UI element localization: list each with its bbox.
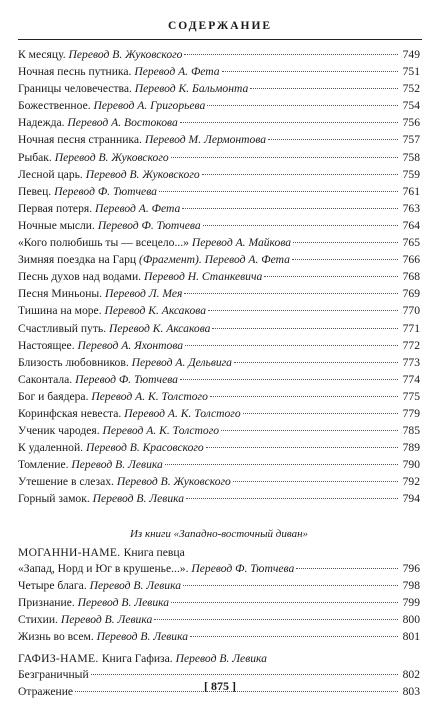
toc-entry [18,202,420,219]
toc-entry-translator: Перевод А. Фета [95,201,181,215]
toc-entry-translator: Перевод А. К. Толстого [91,389,208,403]
toc-entry-text [18,373,178,386]
toc-entry-translator: Перевод В. Жуковского [54,150,169,164]
toc-entry-title: Надежда. [18,116,68,130]
toc-entry-text [18,219,201,232]
toc-entry-page: 792 [402,475,420,489]
toc-entry-translator: Перевод Ф. Тютчева [54,184,157,198]
toc-entry-page: 779 [402,406,420,420]
toc-entry [18,424,420,441]
dot-leader [171,157,398,158]
toc-entry [18,133,420,150]
page-number: [ 875 ] [204,679,236,693]
toc-entry-translator: Перевод К. Бальмонта [134,82,249,96]
toc-entry-title: Песня Миньоны. [18,287,105,301]
toc-entry [18,253,420,270]
toc-entry-text [18,613,152,626]
toc-entry-page: 799 [402,595,420,609]
toc-entry-title: Коринфская невеста. [18,406,125,420]
toc-entry [18,596,420,613]
toc-entry-title: Настоящее. [18,338,78,352]
toc-entry-title: Границы человечества. [18,82,135,96]
dot-leader [202,174,398,175]
toc-entry-text [18,579,181,592]
toc-entry [18,322,420,339]
toc-entry-translator: Перевод В. Жуковского [85,167,200,181]
toc-entry-text [18,596,169,609]
toc-entry-translator: Перевод А. Майкова [191,236,292,250]
toc-entry-page: 749 [402,48,420,61]
section-name: МОГАННИ-НАМЕ. [18,545,124,559]
toc-entry [18,236,420,253]
toc-entry-translator: Перевод Л. Мея [104,287,183,301]
toc-entry-title: Певец. [18,184,55,198]
toc-entry-page: 770 [402,304,420,318]
toc-entry-title: Признание. [18,595,78,609]
toc-entry-page: 766 [402,253,420,267]
toc-entry [18,65,420,82]
toc-entry-translator: Перевод В. Левика [89,578,182,592]
toc-entry-translator: Перевод Ф. Тютчева [97,218,201,232]
dot-leader [292,259,398,260]
section-heading-mogannі [18,543,420,562]
toc-entry-page: 794 [402,492,420,506]
toc-entry-title: Четыре блага. [18,578,90,592]
toc-entry-page: 796 [402,561,420,575]
toc-entry-translator: Перевод М. Лермонтова [144,133,267,147]
toc-entry-title: Лесной царь. [18,167,86,181]
toc-entry-translator: Перевод В. Жуковского [68,48,183,61]
toc-entry-page: 798 [402,578,420,592]
section-name: ГАФИЗ-НАМЕ. [18,652,102,665]
dot-leader [180,379,398,380]
toc-entry [18,116,420,133]
toc-entry [18,373,420,390]
toc-entry-title: Ночные мысли. [18,218,98,232]
dot-leader [208,310,398,311]
dot-leader [91,674,398,675]
toc-entry-page: 756 [402,116,420,130]
toc-entry [18,185,420,202]
toc-entry-translator: Перевод А. Дельвига [131,355,232,369]
toc-entry-title: Счастливый путь. [18,321,109,335]
section-subtitle: Книга Гафиза. [101,652,176,665]
toc-entry-page: 765 [402,236,420,250]
toc-entry-translator: Перевод К. Аксакова [104,304,206,318]
book-subheading: Из книги «Западно-восточный диван» [129,527,309,540]
toc-entry [18,356,420,373]
toc-entry [18,579,420,596]
dot-leader [210,396,398,397]
toc-entry [18,630,420,647]
toc-entry-translator: Перевод В. Красовского [85,441,204,455]
toc-entry-title: Бог и баядера. [18,389,92,403]
toc-entry-page: 771 [402,321,420,335]
toc-entry-text [18,339,183,352]
toc-entry-page: 772 [402,338,420,352]
toc-entry-page: 802 [402,668,420,681]
dot-leader [165,464,398,465]
dot-leader [264,276,398,277]
toc-entry-page: 752 [402,82,420,96]
toc-entry [18,99,420,116]
toc-entry-translator: Перевод В. Левика [71,458,163,472]
toc-entry-text [18,99,205,112]
dot-leader [184,54,398,55]
toc-entry-translator: Перевод К. Аксакова [109,321,211,335]
dot-leader [268,139,398,140]
toc-entry-page: 803 [402,685,420,699]
toc-entry-translator: Перевод В. Левика [92,492,185,506]
toc-entry-title: Первая потеря. [18,201,96,215]
toc-entry-text [18,356,232,369]
toc-entry-title: Саконтала. [18,372,76,386]
toc-entry-title: Стихии. [18,612,61,626]
toc-entry-translator: (Фрагмент). Перевод А. Фета [139,253,290,267]
section-gap [18,510,420,525]
toc-entry-translator: Перевод А. Востокова [67,116,178,130]
toc-entry-translator: Перевод А. Яхонтова [77,338,184,352]
toc-entry-text [18,270,262,283]
toc-group-poems [18,48,420,510]
toc-entry-text [18,48,182,61]
toc-entry-translator: Перевод А. К. Толстого [124,406,241,420]
toc-entry-title: Песнь духов над водами. [18,270,144,284]
toc-entry-page: 775 [402,389,420,403]
toc-entry-translator: Перевод Н. Станкевича [143,270,263,284]
toc-entry [18,219,420,236]
toc-entry-page: 790 [402,458,420,472]
dot-leader [180,122,398,123]
toc-entry-text [18,116,178,129]
toc-entry-translator: Перевод Ф. Тютчева [191,561,295,575]
toc-entry-page: 789 [402,441,420,455]
toc-entry [18,492,420,509]
toc-entry-translator: Перевод В. Левика [60,612,153,626]
toc-entry-text [18,562,294,575]
toc-entry-page: 764 [402,218,420,232]
toc-entry-text [18,475,231,488]
toc-entry-translator: Перевод В. Левика [96,629,189,643]
toc-entry-page: 758 [402,150,420,164]
toc-entry [18,475,420,492]
dot-leader [186,498,398,499]
dot-leader [233,481,398,482]
toc-entry-page: 800 [402,612,420,626]
dot-leader [222,71,398,72]
toc-entry-translator: Перевод А. Григорьева [93,99,206,113]
toc-entry-text [18,424,219,437]
toc-entry-text [18,304,206,317]
toc-entry-text [18,185,157,198]
dot-leader [171,602,398,603]
toc-entry-title: Утешение в слезах. [18,475,117,489]
toc-entry-page: 751 [402,65,420,79]
toc-entry [18,458,420,475]
toc-entry-title: Томление. [18,458,72,472]
toc-entry-page: 801 [402,629,420,643]
toc-entry [18,151,420,168]
toc-entry-text [18,133,266,146]
toc-entry [18,168,420,185]
toc-entry [18,304,420,321]
toc-entry-translator: Перевод А. Фета [134,65,220,79]
dot-leader [190,636,398,637]
section-translator: Перевод В. Левика [175,652,267,665]
toc-entry-title: Ночная песнь путника. [18,65,135,79]
dot-leader [207,105,398,106]
toc-entry-text [18,287,182,300]
page-header: СОДЕРЖАНИЕ [167,20,273,32]
dot-leader [212,328,398,329]
toc-entry-page: 773 [402,355,420,369]
toc-entry [18,82,420,99]
toc-entry-title: Жизнь во всем. [18,629,97,643]
toc-entry-text [18,253,290,266]
toc-entry-text [18,492,184,505]
toc-entry-title: К месяцу. [18,48,69,61]
section-heading-gafiz [18,649,420,668]
toc-entry-text [18,458,163,471]
toc-entry-translator: Перевод В. Жуковского [116,475,231,489]
toc-entry-title: Близость любовников. [18,355,132,369]
dot-leader [184,293,398,294]
toc-entry-page: 769 [402,287,420,301]
toc-entry-title: Зимняя поездка на Гарц [18,253,140,267]
dot-leader [185,345,398,346]
table-of-contents [18,48,420,702]
toc-entry-page: 768 [402,270,420,284]
toc-entry-text [18,322,210,335]
toc-entry-page: 761 [402,184,420,198]
dot-leader [159,191,398,192]
toc-entry [18,287,420,304]
toc-entry-text [18,202,180,215]
toc-entry-text [18,441,204,454]
dot-leader [243,413,398,414]
dot-leader [203,225,398,226]
dot-leader [221,430,398,431]
toc-entry [18,441,420,458]
toc-entry-page: 759 [402,167,420,181]
toc-entry-page: 785 [402,424,420,438]
toc-entry-title: Ночная песня странника. [18,133,145,147]
toc-group-mogannі [18,562,420,647]
dot-leader [182,208,398,209]
toc-entry-text [18,630,188,643]
toc-entry-translator: Перевод А. К. Толстого [102,424,220,438]
toc-entry-title: К удаленной. [18,441,86,455]
toc-entry-title: Ученик чародея. [18,424,103,438]
toc-entry-title: Тишина на море. [18,304,105,318]
toc-entry [18,270,420,287]
toc-entry [18,407,420,424]
toc-entry-text [18,168,200,181]
toc-entry-title: Отражение [18,685,74,699]
dot-leader [234,362,398,363]
toc-entry-translator: Перевод Ф. Тютчева [75,372,178,386]
toc-entry-title: «Запад, Норд и Юг в крушенье...». [18,561,192,575]
dot-leader [154,619,398,620]
toc-entry-title: Рыбак. [18,150,55,164]
dot-leader [293,242,398,243]
toc-entry-title: Горный замок. [18,492,93,506]
toc-entry [18,562,420,579]
toc-entry-text [18,65,220,78]
dot-leader [183,585,398,586]
toc-entry-text [18,236,291,249]
toc-entry-text [18,82,248,95]
toc-entry [18,613,420,630]
toc-entry-page: 763 [402,201,420,215]
toc-entry-text [18,151,169,164]
toc-entry-title: Безграничный [18,668,89,681]
toc-entry [18,390,420,407]
toc-entry-page: 754 [402,99,420,113]
dot-leader [250,88,398,89]
header-rule [18,39,422,40]
section-subtitle: Книга певца [123,545,185,559]
toc-entry [18,339,420,356]
toc-entry-text [18,407,241,420]
toc-entry-page: 774 [402,372,420,386]
toc-entry-text [18,390,208,403]
toc-entry [18,48,420,65]
dot-leader [296,568,398,569]
toc-entry-page: 757 [402,133,420,147]
toc-entry-translator: Перевод В. Левика [77,595,170,609]
dot-leader [206,447,398,448]
toc-entry-title: «Кого полюбишь ты — всецело...» [18,236,192,250]
toc-entry-title: Божественное. [18,99,94,113]
